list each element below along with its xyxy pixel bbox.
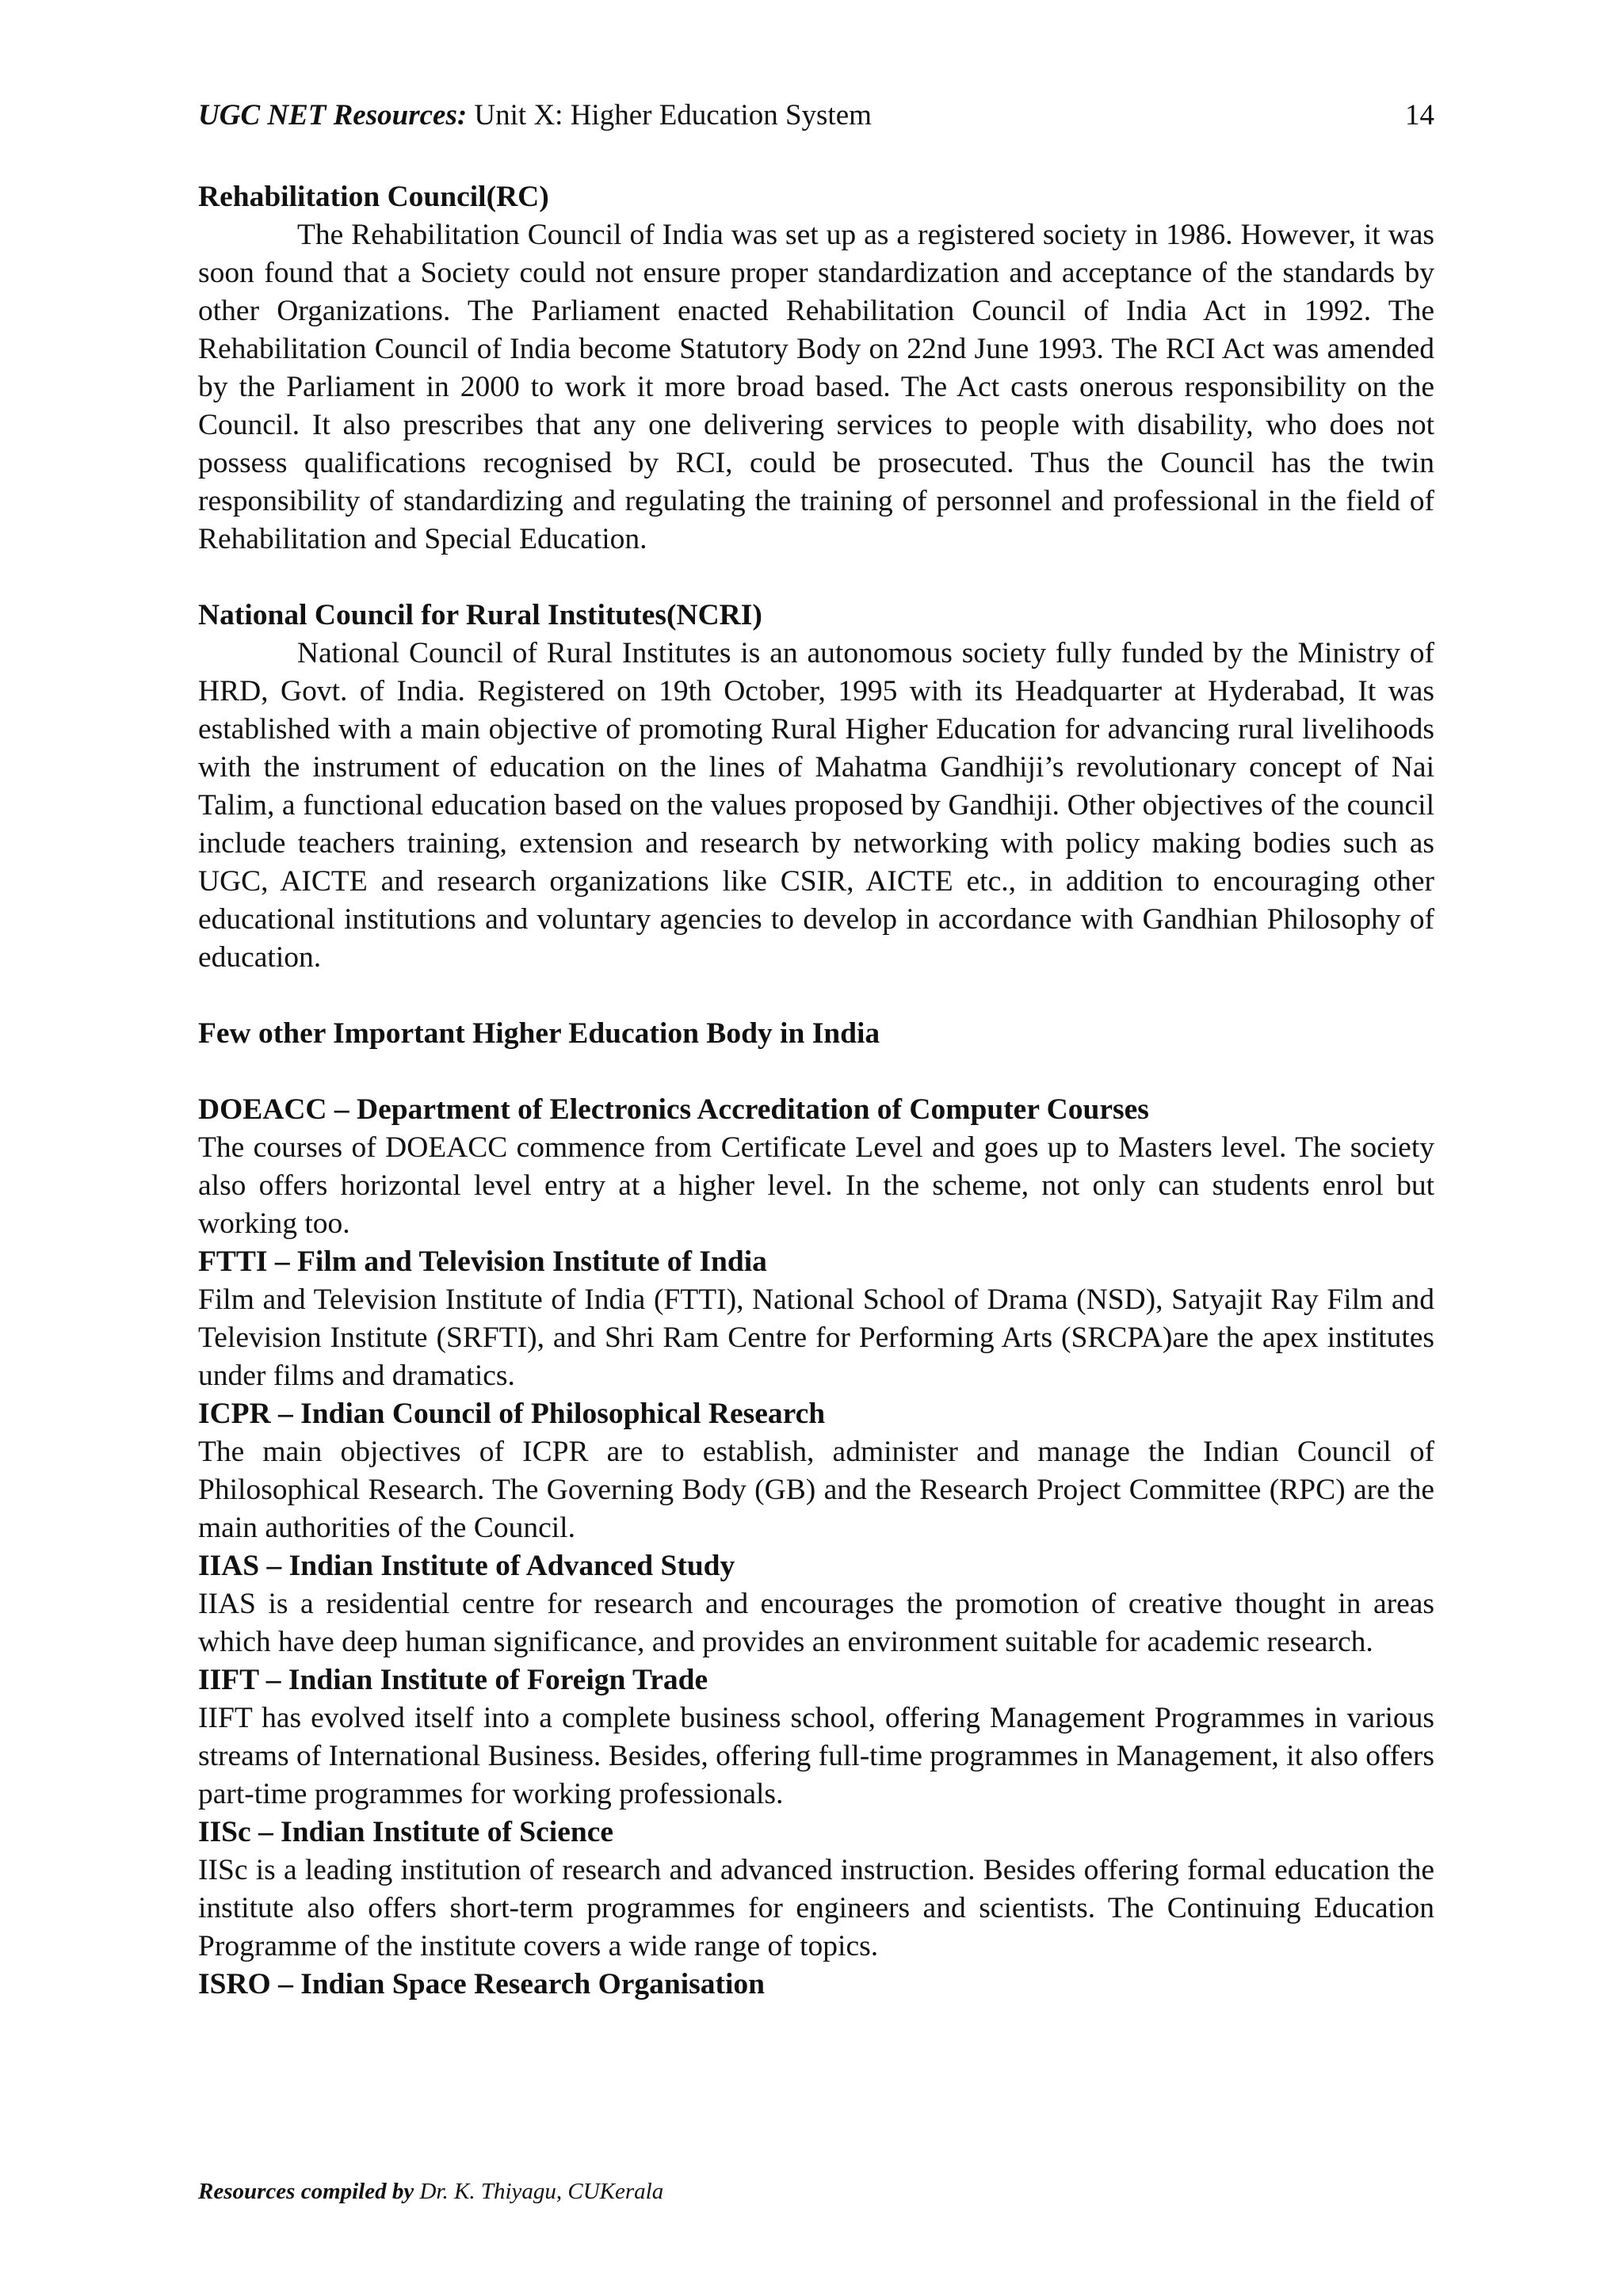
isro-heading: ISRO – Indian Space Research Organisation <box>198 1968 766 2000</box>
footer-author: Dr. K. Thiyagu, CUKerala <box>414 2179 664 2204</box>
section-gap <box>198 977 1434 1015</box>
ftti-heading: FTTI – Film and Television Institute of India <box>198 1245 767 1278</box>
rc-heading: Rehabilitation Council(RC) <box>198 181 549 213</box>
iias-paragraph: IIAS is a residential centre for research and encourages the promotion of creative thought in areas which have deep human significance, and provides an environment suitable for academic research. <box>198 1588 1434 1658</box>
page-number: 14 <box>1405 99 1434 132</box>
page-content <box>198 178 1434 2004</box>
other-bodies-heading: Few other Important Higher Education Body in India <box>198 1017 880 1050</box>
ncri-heading: National Council for Rural Institutes(NCRI) <box>198 599 762 631</box>
iift-heading: IIFT – Indian Institute of Foreign Trade <box>198 1664 708 1696</box>
ncri-paragraph: National Council of Rural Institutes is an autonomous society fully funded by the Ministry of HRD, Govt. of India. Registered on 19th October, 1995 with its Headquarter at Hyderabad, It was established with a main objective of promoting Rural Higher Education for advancing rural livelihoods with the instrument of education on the lines of Mahatma Gandhiji’s revolutionary concept of Nai Talim, a functional education based on the values proposed by Gandhiji. Other objectives of the council include teachers training, extension and research by networking with policy making bodies such as UGC, AICTE and research organizations like CSIR, AICTE etc., in addition to encouraging other educational institutions and voluntary agencies to develop in accordance with Gandhian Philosophy of education. <box>198 637 1434 974</box>
doeacc-heading: DOEACC – Department of Electronics Accreditation of Computer Courses <box>198 1093 1149 1126</box>
iisc-paragraph: IISc is a leading institution of research and advanced instruction. Besides offering formal education the institute also offers short-term programmes for engineers and scientists. The Continuing Education Programme of the institute covers a wide range of topics. <box>198 1854 1434 1962</box>
section-gap <box>198 559 1434 597</box>
header-title-bold: UGC NET Resources: <box>198 99 468 132</box>
footer-label: Resources compiled by <box>198 2179 414 2204</box>
ftti-paragraph: Film and Television Institute of India (FTTI), National School of Drama (NSD), Satyajit Ray Film and Television Institute (SRFTI), and Shri Ram Centre for Performing Arts (SRCPA)are the apex institutes under films and dramatics. <box>198 1283 1434 1392</box>
doeacc-paragraph: The courses of DOEACC commence from Certificate Level and goes up to Masters level. The society also offers horizontal level entry at a higher level. In the scheme, not only can students enrol but working too. <box>198 1131 1434 1240</box>
icpr-heading: ICPR – Indian Council of Philosophical Research <box>198 1398 826 1430</box>
header-title-rest: Unit X: Higher Education System <box>467 99 872 132</box>
iisc-heading: IISc – Indian Institute of Science <box>198 1816 614 1848</box>
section-gap <box>198 1053 1434 1091</box>
page-header <box>198 97 1434 135</box>
page-footer <box>198 2179 663 2205</box>
iias-heading: IIAS – Indian Institute of Advanced Study <box>198 1550 735 1582</box>
icpr-paragraph: The main objectives of ICPR are to establish, administer and manage the Indian Council of Philosophical Research. The Governing Body (GB) and the Research Project Committee (RPC) are the main authorities of the Council. <box>198 1436 1434 1544</box>
rc-paragraph: The Rehabilitation Council of India was set up as a registered society in 1986. However, it was soon found that a Society could not ensure proper standardization and acceptance of the standards by other Organizations. The Parliament enacted Rehabilitation Council of India Act in 1992. The Rehabilitation Council of India become Statutory Body on 22nd June 1993. The RCI Act was amended by the Parliament in 2000 to work it more broad based. The Act casts onerous responsibility on the Council. It also prescribes that any one delivering services to people with disability, who does not possess qualifications recognised by RCI, could be prosecuted. Thus the Council has the twin responsibility of standardizing and regulating the training of personnel and professional in the field of Rehabilitation and Special Education. <box>198 219 1434 555</box>
iift-paragraph: IIFT has evolved itself into a complete business school, offering Management Programmes in various streams of International Business. Besides, offering full-time programmes in Management, it also offers part-time programmes for working professionals. <box>198 1702 1434 1810</box>
